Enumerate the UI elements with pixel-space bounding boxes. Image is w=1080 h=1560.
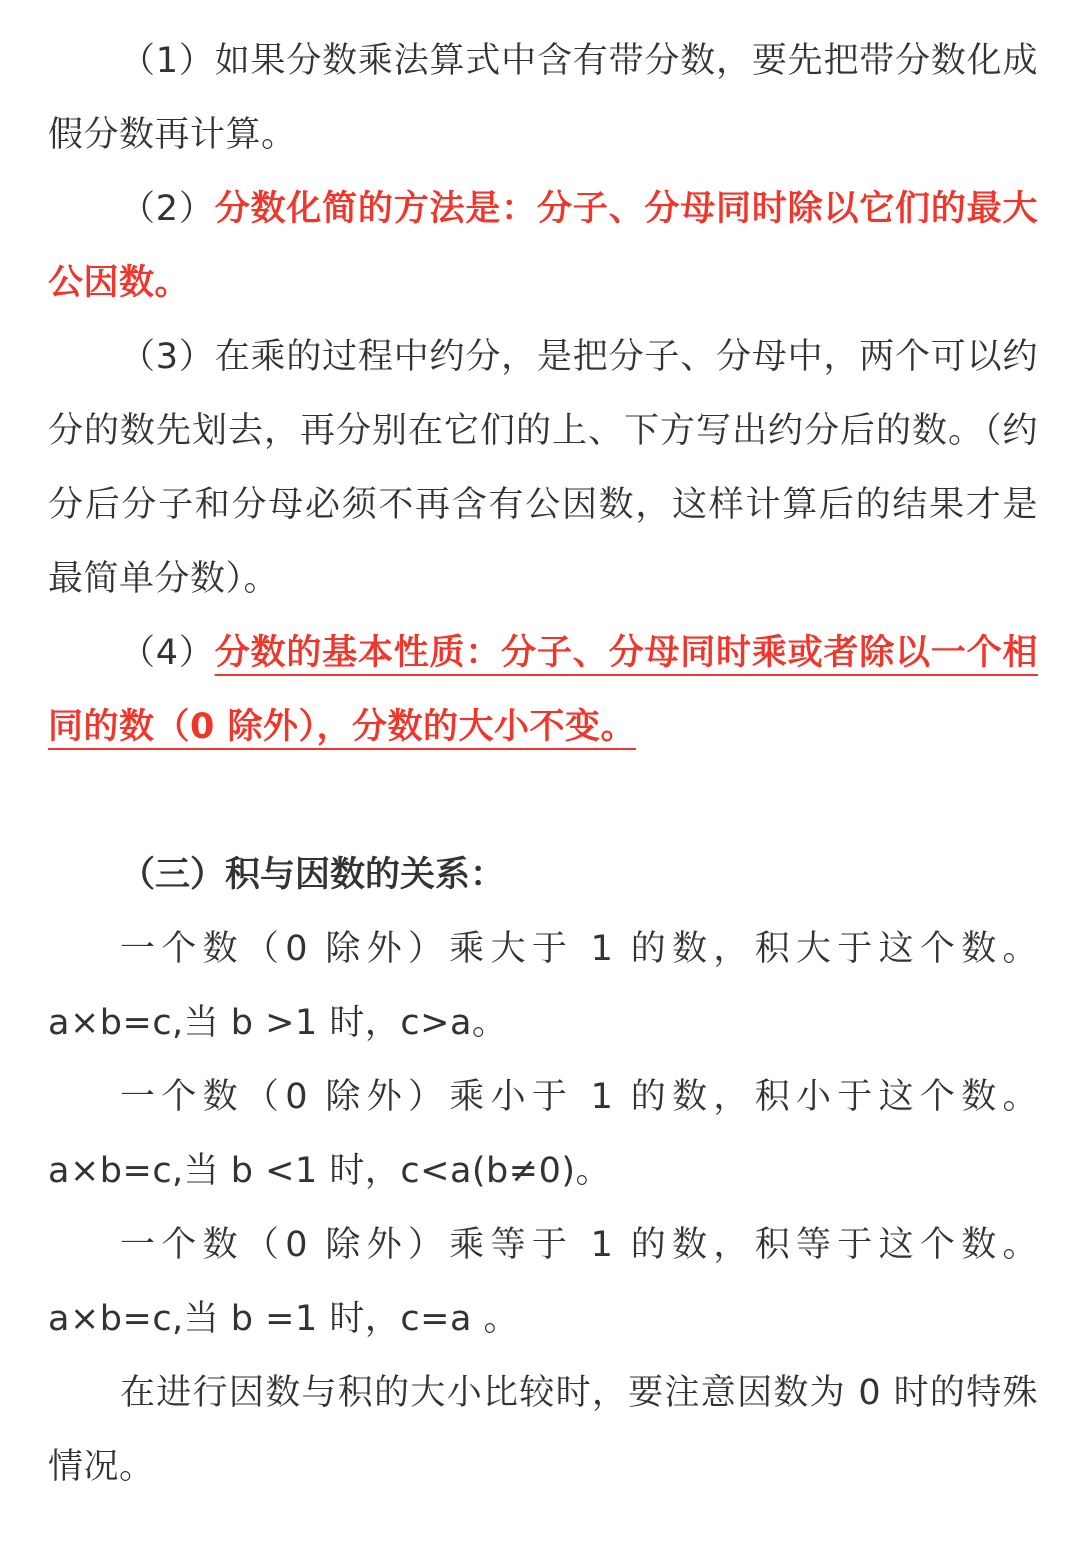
document-page — [48, 24, 1038, 1504]
section-heading: （三）积与因数的关系： — [120, 855, 506, 895]
relation-paragraph-greater: 一个数（0 除外）乘大于 1 的数，积大于这个数。a×b=c,当 b >1 时，c>a。 — [48, 929, 1038, 1043]
rule-4 — [48, 616, 1038, 764]
rule-2-number: （2） — [120, 189, 215, 229]
rule-1-text: 如果分数乘法算式中含有带分数，要先把带分数化成假分数再计算。 — [48, 41, 1038, 155]
rule-3-number: （3） — [120, 337, 215, 377]
rule-2 — [48, 172, 1038, 320]
rule-4-number: （4） — [120, 633, 215, 673]
relation-paragraph-zero-note: 在进行因数与积的大小比较时，要注意因数为 0 时的特殊情况。 — [48, 1373, 1038, 1487]
section-spacer — [48, 764, 1038, 838]
rule-3-text: 在乘的过程中约分，是把分子、分母中，两个可以约分的数先划去，再分别在它们的上、下方写出约分后的数。（约分后分子和分母必须不再含有公因数，这样计算后的结果才是最简单分数）。 — [48, 337, 1038, 599]
rule-1-number: （1） — [120, 41, 215, 81]
relation-paragraph-equal: 一个数（0 除外）乘等于 1 的数，积等于这个数。a×b=c,当 b =1 时，c=a 。 — [48, 1225, 1038, 1339]
rule-4-text: 分数的基本性质：分子、分母同时乘或者除以一个相同的数（0 除外），分数的大小不变。 — [48, 633, 1038, 747]
relation-paragraph-less: 一个数（0 除外）乘小于 1 的数，积小于这个数。a×b=c,当 b <1 时，c<a(b≠0)。 — [48, 1077, 1038, 1191]
rule-3 — [48, 320, 1038, 616]
rule-1 — [48, 24, 1038, 172]
rule-2-text: 分数化简的方法是：分子、分母同时除以它们的最大公因数。 — [48, 189, 1038, 303]
